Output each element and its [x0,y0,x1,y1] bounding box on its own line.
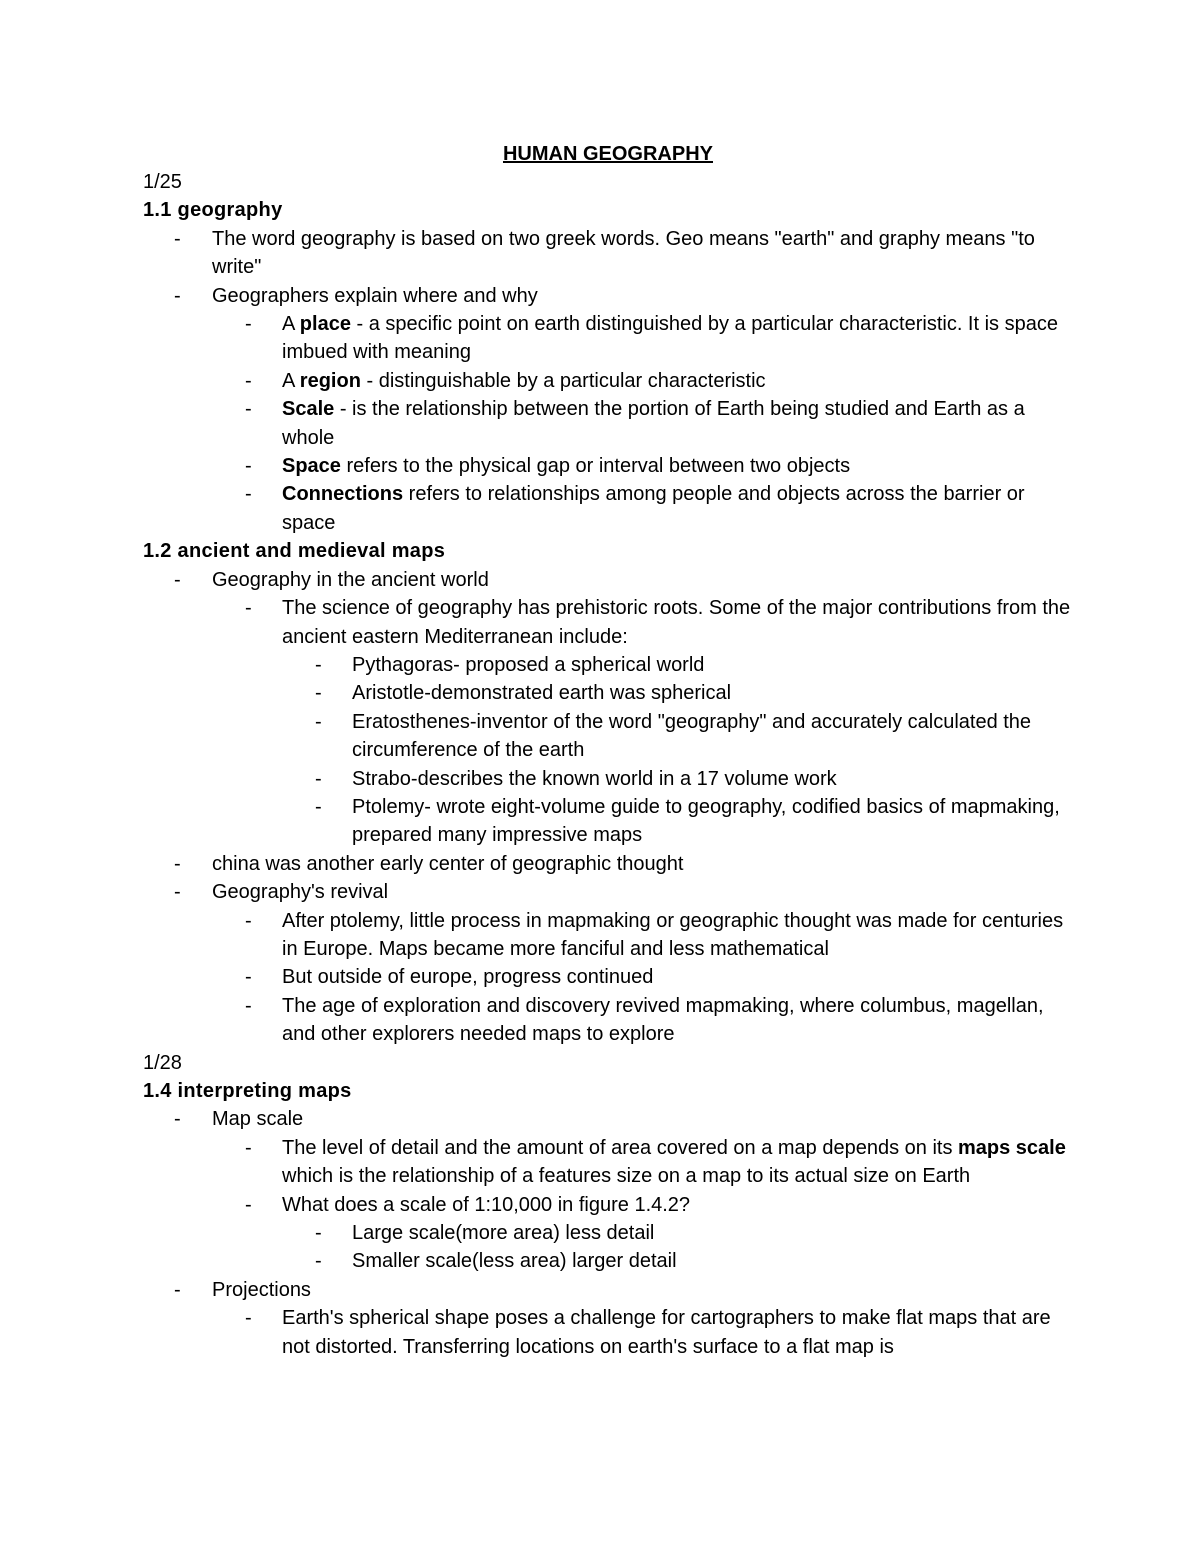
list-item: - Ptolemy- wrote eight-volume guide to geography, codified basics of mapmaking, prepared many impressive maps [143,793,1073,850]
bullet-dash: - [315,1222,322,1245]
list-item: - Geographers explain where and why [143,282,1073,310]
term-space: Space [282,455,341,478]
date-label: 1/25 [143,171,182,193]
bullet-dash: - [245,966,252,989]
list-item: - Projections [143,1276,1073,1304]
document-title: HUMAN GEOGRAPHY [502,143,713,165]
bullet-dash: - [245,1307,252,1330]
bullet-dash: - [174,1278,181,1301]
bullet-dash: - [245,597,252,620]
list-item: - Earth's spherical shape poses a challenge for cartographers to make flat maps that are not distorted. Transferring locations on earth's surface to a flat map is [143,1304,1073,1361]
section-heading: 1.4 interpreting maps [143,1080,352,1102]
list-item: - Geography's revival [143,878,1073,906]
bullet-dash: - [174,227,181,250]
bullet-dash: - [245,994,252,1017]
bullet-dash: - [174,881,181,904]
bullet-dash: - [245,483,252,506]
list-item: - What does a scale of 1:10,000 in figure 1.4.2? [143,1191,1073,1219]
term-connections: Connections [282,483,404,506]
list-item: - Eratosthenes-inventor of the word "geography" and accurately calculated the circumference of the earth [143,708,1073,765]
list-item: - china was another early center of geographic thought [143,850,1073,878]
list-item: - Large scale(more area) less detail [143,1219,1073,1247]
list-item: - But outside of europe, progress continued [143,963,1073,991]
bullet-dash: - [245,455,252,478]
term-scale: Scale [282,398,335,421]
list-item: - The level of detail and the amount of area covered on a map depends on its maps scale which is the relationship of a features size on a map to its actual size on Earth [143,1134,1073,1191]
term-maps-scale: maps scale [958,1136,1066,1159]
list-item: - Map scale [143,1105,1073,1133]
list-item: - Connections refers to relationships among people and objects across the barrier or space [143,480,1073,537]
list-item: - A place - a specific point on earth distinguished by a particular characteristic. It is space imbued with meaning [143,310,1073,367]
list-item: - A region - distinguishable by a particular characteristic [143,367,1073,395]
list-item: - The science of geography has prehistoric roots. Some of the major contributions from the ancient eastern Mediterranean include: [143,594,1073,651]
date-label: 1/28 [143,1051,182,1074]
list-item: - Aristotle-demonstrated earth was spherical [143,679,1073,707]
section-heading: 1.2 ancient and medieval maps [143,540,446,563]
term-region: region [299,369,361,392]
list-item: - Geography in the ancient world [143,566,1073,594]
list-item: - Smaller scale(less area) larger detail [143,1247,1073,1275]
list-item: - Scale - is the relationship between the portion of Earth being studied and Earth as a whole [143,395,1073,452]
bullet-dash: - [315,653,322,676]
bullet-dash: - [174,284,181,307]
bullet-dash: - [245,398,252,421]
bullet-dash: - [245,909,252,932]
document-page [143,140,1073,1361]
bullet-dash: - [315,767,322,790]
list-item: - Space refers to the physical gap or interval between two objects [143,452,1073,480]
section-heading: 1.1 geography [143,199,283,222]
list-item: - The age of exploration and discovery revived mapmaking, where columbus, magellan, and other explorers needed maps to explore [143,992,1073,1049]
bullet-dash: - [315,710,322,733]
bullet-dash: - [315,795,322,818]
term-place: place [299,313,351,336]
bullet-dash: - [315,682,322,705]
bullet-dash: - [174,1108,181,1131]
list-item: - After ptolemy, little process in mapmaking or geographic thought was made for centuries in Europe. Maps became more fanciful and less mathematical [143,907,1073,964]
list-item: - Pythagoras- proposed a spherical world [143,651,1073,679]
bullet-dash: - [245,369,252,392]
bullet-dash: - [245,1136,252,1159]
bullet-dash: - [245,313,252,336]
bullet-dash: - [245,1193,252,1216]
bullet-dash: - [315,1250,322,1273]
list-item: - Strabo-describes the known world in a 17 volume work [143,765,1073,793]
list-item: - The word geography is based on two greek words. Geo means "earth" and graphy means "to write" [143,225,1073,282]
bullet-dash: - [174,568,181,591]
bullet-dash: - [174,852,181,875]
